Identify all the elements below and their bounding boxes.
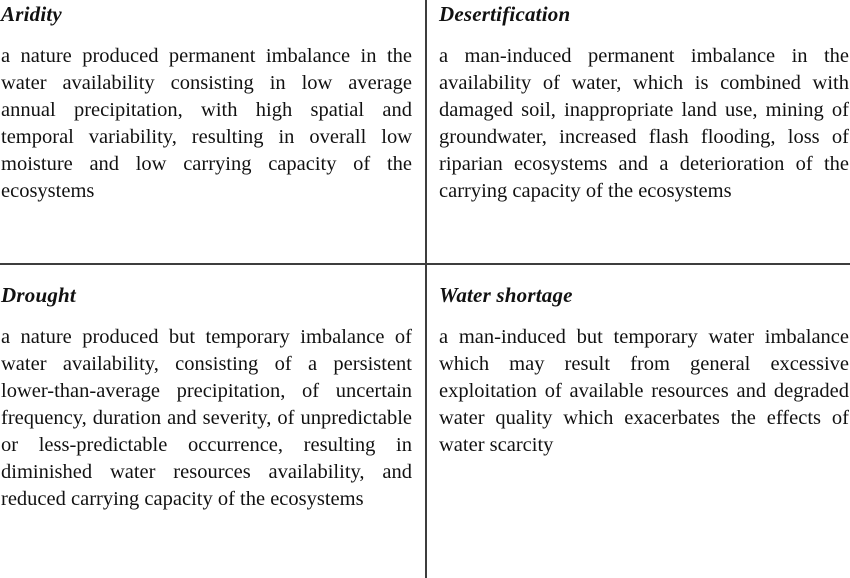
- term-drought: Drought: [1, 283, 76, 307]
- term-aridity: Aridity: [1, 2, 62, 26]
- term-desertification: Desertification: [439, 2, 571, 26]
- cell-water-shortage: [425, 265, 850, 578]
- definition-drought: a nature produced but temporary imbalance of water availability, consisting of a persistent lower-than-average precipitation, of uncertain frequency, duration and severity, of unpredictable or less-predictable occurrence, resulting in diminished water resources availability, and reduced carrying capacity of the ecosystems: [1, 326, 412, 510]
- definition-desertification: a man-induced permanent imbalance in the availability of water, which is combined with damaged soil, inappropriate land use, mining of groundwater, increased flash flooding, loss of riparian ecosystems and a deterioration of the carrying capacity of the ecosystems: [439, 45, 849, 202]
- definition-aridity: a nature produced permanent imbalance in the water availability consisting in low average annual precipitation, with high spatial and temporal variability, resulting in overall low moisture and low carrying capacity of the ecosystems: [1, 45, 412, 202]
- cell-desertification: [425, 0, 850, 265]
- term-water-shortage: Water shortage: [439, 283, 573, 307]
- definition-water-shortage: a man-induced but temporary water imbalance which may result from general excessive exploitation of available resources and degraded water quality which exacerbates the effects of water scarcity: [439, 326, 849, 456]
- cell-aridity: [0, 0, 425, 265]
- cell-drought: [0, 265, 425, 578]
